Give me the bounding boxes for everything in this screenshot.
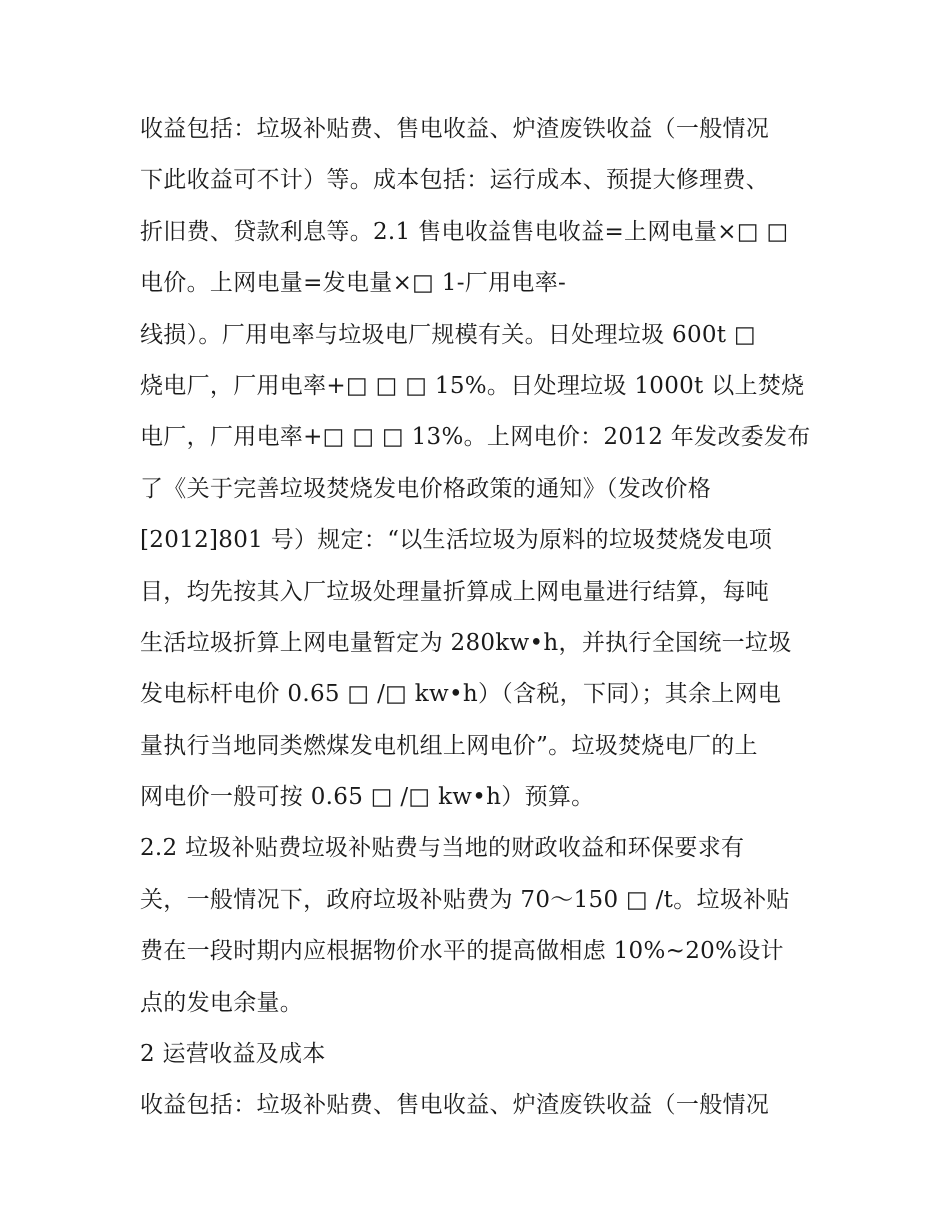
text-line: 电价。上网电量=发电量×□ 1-厂用电率- — [140, 270, 567, 297]
text-line: 收益包括：垃圾补贴费、售电收益、炉渣废铁收益（一般情况 — [140, 1092, 770, 1119]
document-body — [140, 104, 830, 1132]
text-line: 费在一段时期内应根据物价水平的提高做相虑 10%~20%设计 — [140, 938, 784, 965]
text-line: 关，一般情况下，政府垃圾补贴费为 70～150 □ /t。垃圾补贴 — [140, 886, 790, 913]
section-heading: 2 运营收益及成本 — [140, 1041, 326, 1068]
text-line: 发电标杆电价 0.65 □ /□ kw•h）（含税，下同）；其余上网电 — [140, 681, 782, 708]
text-line: 收益包括：垃圾补贴费、售电收益、炉渣废铁收益（一般情况 — [140, 116, 770, 142]
text-line: 线损）。厂用电率与垃圾电厂规模有关。日处理垃圾 600t □ — [140, 321, 756, 348]
text-line: 下此收益可不计）等。成本包括：运行成本、预提大修理费、 — [140, 167, 770, 194]
text-line: 量执行当地同类燃煤发电机组上网电价”。垃圾焚烧电厂的上 — [140, 732, 758, 759]
text-line: 烧电厂，厂用电率+□ □ □ 15%。日处理垃圾 1000t 以上焚烧 — [140, 372, 805, 399]
text-line: 网电价一般可按 0.65 □ /□ kw•h）预算。 — [140, 784, 595, 811]
text-line: 目，均先按其入厂垃圾处理量折算成上网电量进行结算，每吨 — [140, 578, 770, 605]
text-line: [2012]801 号）规定：“以生活垃圾为原料的垃圾焚烧发电项 — [140, 527, 773, 554]
text-line: 了《关于完善垃圾焚烧发电价格政策的通知》（发改价格 — [140, 475, 711, 502]
text-line: 点的发电余量。 — [140, 989, 304, 1016]
text-line: 电厂，厂用电率+□ □ □ 13%。上网电价：2012 年发改委发布 — [140, 424, 811, 451]
text-line: 2.2 垃圾补贴费垃圾补贴费与当地的财政收益和环保要求有 — [140, 835, 745, 862]
text-line: 生活垃圾折算上网电量暂定为 280kw•h，并执行全国统一垃圾 — [140, 629, 792, 656]
text-line: 折旧费、贷款利息等。2.1 售电收益售电收益=上网电量×□ □ — [140, 218, 789, 245]
